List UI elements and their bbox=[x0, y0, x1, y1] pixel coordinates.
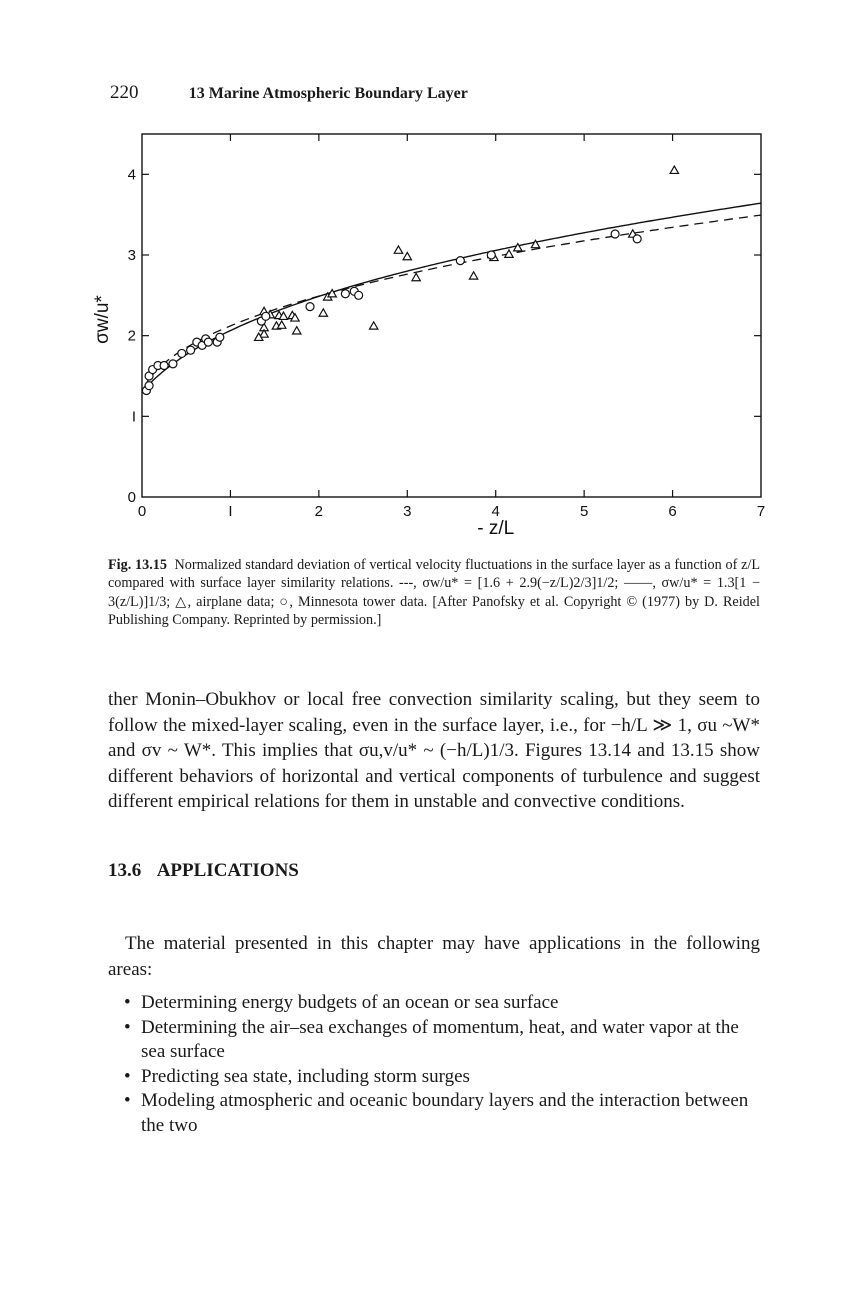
y-tick-label: I bbox=[131, 408, 136, 426]
list-item: • Determining the air–sea exchanges of momentum, heat, and water vapor at the sea surface bbox=[124, 1016, 760, 1065]
x-tick-label: I bbox=[228, 503, 233, 520]
airplane-data-point bbox=[394, 246, 402, 253]
airplane-data-point bbox=[319, 309, 327, 316]
section-number: 13.6 bbox=[108, 860, 142, 881]
airplane-data-point bbox=[278, 321, 286, 328]
solid-similarity-curve bbox=[144, 203, 761, 390]
y-tick-label: 4 bbox=[127, 166, 136, 184]
body-paragraph-1: ther Monin–Obukhov or local free convection similarity scaling, but they seem to follow the mixed-layer scaling, even in the surface layer, i.e., for −h/L ≫ 1, σu ~W* and σv ~ W*. This implies that σu,v/u* ~ (−h/L)1/3. Figures 13.14 and 13.15 show different behaviors of horizontal and vertical components of turbulence and suggest different empirical relations for them in unstable and convective conditions. bbox=[108, 689, 760, 812]
tower-data-point bbox=[204, 338, 212, 346]
airplane-data-point bbox=[469, 272, 477, 279]
x-axis-label: - z/L bbox=[477, 518, 515, 539]
x-tick-label: 4 bbox=[491, 503, 500, 520]
caption-label: Fig. 13.15 bbox=[108, 557, 167, 573]
list-item: • Predicting sea state, including storm surges bbox=[124, 1065, 760, 1090]
x-tick-label: 6 bbox=[668, 503, 677, 520]
similarity-curves bbox=[144, 203, 761, 390]
caption-text: Normalized standard deviation of vertical velocity fluctuations in the surface layer as a function of z/L compared with surface layer similarity relations. ---, σw/u* = [1.6 + 2.9(−z/L)2/3]1/2; ——, σw/u* = 1.3[1 − 3(z/L)]1/3; △, airplane data; ○, Minnesota tower data. [After Panofsky et al. Copyright © (1977) by D. Reidel Publishing Company. Reprinted by permission.] bbox=[108, 557, 761, 629]
plot-frame bbox=[142, 134, 761, 497]
y-tick-label: 3 bbox=[127, 247, 136, 264]
tower-data-point bbox=[187, 346, 195, 354]
list-item: • Determining energy budgets of an ocean or sea surface bbox=[124, 991, 760, 1016]
tower-data-point bbox=[341, 290, 349, 298]
airplane-data-point bbox=[670, 166, 678, 173]
x-tick-label: 2 bbox=[314, 503, 324, 520]
airplane-data-point bbox=[293, 327, 301, 334]
airplane-data-point bbox=[505, 250, 513, 257]
tower-data-point bbox=[633, 235, 641, 243]
x-tick-label: 0 bbox=[137, 503, 147, 520]
section-heading bbox=[108, 860, 299, 882]
tower-data-point bbox=[306, 303, 314, 311]
tower-data-point bbox=[216, 333, 224, 341]
y-tick-label: 2 bbox=[127, 327, 136, 345]
page-number: 220 bbox=[110, 82, 139, 103]
data-points bbox=[142, 166, 678, 394]
tower-data-point bbox=[262, 312, 270, 320]
section-title: APPLICATIONS bbox=[156, 860, 299, 881]
tower-data-point bbox=[169, 360, 177, 368]
figure-caption bbox=[108, 556, 760, 630]
tower-data-point bbox=[355, 291, 363, 299]
y-tick-label: 0 bbox=[127, 489, 136, 506]
x-tick-label: 7 bbox=[756, 503, 766, 520]
airplane-data-point bbox=[369, 322, 377, 329]
dashed-similarity-curve bbox=[144, 215, 761, 388]
figure-13-15-chart bbox=[0, 0, 864, 560]
body-paragraph-2: The material presented in this chapter may have applications in the following areas: bbox=[108, 933, 760, 980]
tower-data-point bbox=[178, 349, 186, 357]
applications-list bbox=[124, 991, 760, 1139]
tower-data-point bbox=[611, 230, 619, 238]
running-title: 13 Marine Atmospheric Boundary Layer bbox=[188, 85, 468, 102]
airplane-data-point bbox=[412, 273, 420, 280]
airplane-data-point bbox=[403, 252, 411, 259]
tower-data-point bbox=[160, 362, 168, 370]
y-axis-label: σw/u* bbox=[92, 295, 113, 344]
tower-data-point bbox=[456, 257, 464, 265]
chart-axes bbox=[128, 134, 766, 520]
tower-data-point bbox=[145, 382, 153, 390]
list-item: • Modeling atmospheric and oceanic boundary layers and the interaction between the two bbox=[124, 1089, 760, 1138]
x-tick-label: 3 bbox=[403, 503, 412, 520]
tower-data-point bbox=[487, 251, 495, 259]
x-tick-label: 5 bbox=[579, 503, 589, 520]
